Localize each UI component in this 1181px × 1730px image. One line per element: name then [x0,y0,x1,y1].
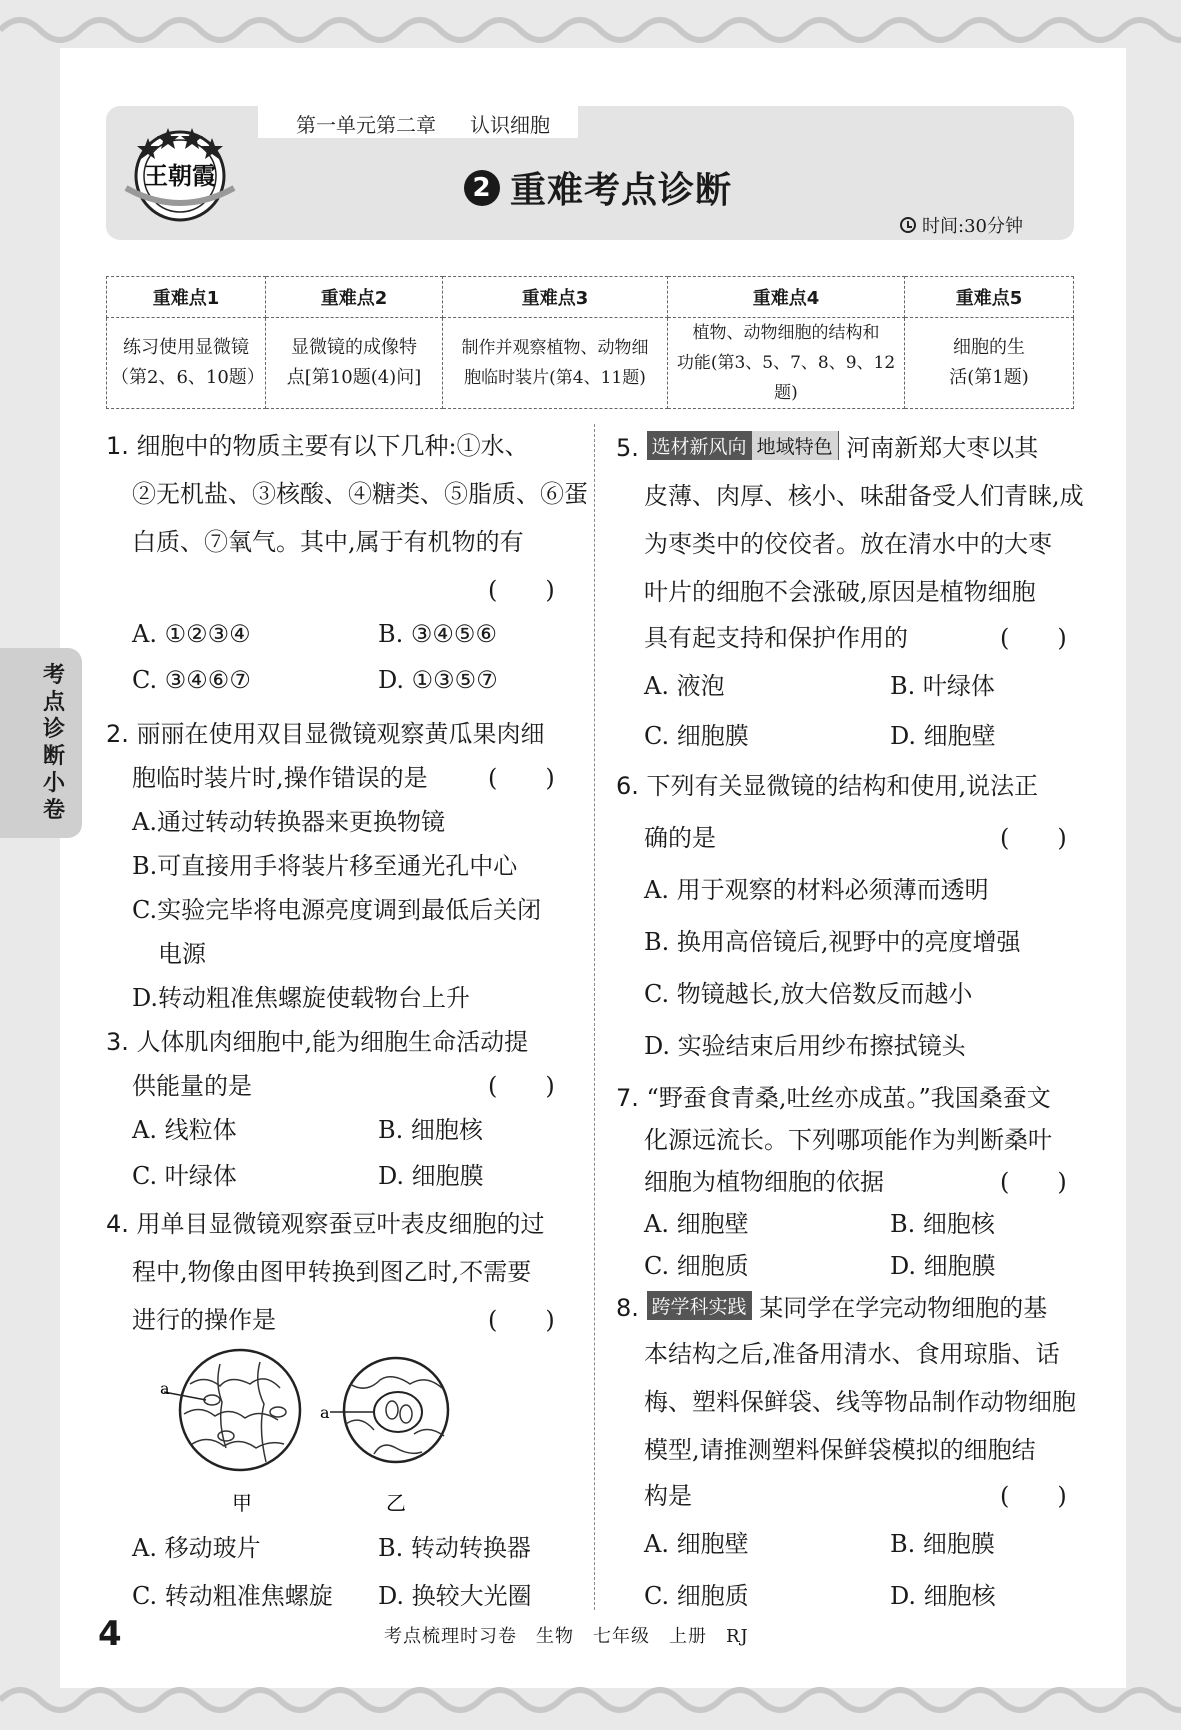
option-d: D. 细胞壁 [890,722,996,750]
answer-paren: ( ) [488,1072,555,1100]
svg-text:乙: 乙 [386,1491,406,1514]
section-number: 2 [464,170,500,206]
option-d: D. ①③⑤⑦ [378,666,498,694]
option-d: D.转动粗准焦螺旋使载物台上升 [132,984,471,1012]
microscope-figure [160,1344,450,1514]
option-b: B. 叶绿体 [890,672,995,700]
question-8-line: 梅、塑料保鲜袋、线等物品制作动物细胞 [644,1388,1076,1416]
question-1-line: 1. 细胞中的物质主要有以下几种:①水、 [106,432,529,460]
option-b: B. 细胞核 [378,1116,483,1144]
keypoint-desc: 练习使用显微镜 （第2、6、10题） [107,318,266,409]
section-title [464,162,732,213]
answer-paren: ( ) [1000,624,1067,652]
question-5-line: 叶片的细胞不会涨破,原因是植物细胞 [644,578,1036,606]
question-8-line: 8. 跨学科实践 某同学在学完动物细胞的基 [616,1288,1047,1323]
question-7-line: 7. “野蚕食青桑,吐丝亦成茧。”我国桑蚕文 [616,1084,1051,1112]
option-c-cont: 电源 [158,940,206,968]
question-8-line: 构是 [644,1482,692,1510]
side-tab-label: 考点诊断小卷 [42,663,65,823]
side-tab [0,648,82,838]
question-2-line: 2. 丽丽在使用双目显微镜观察黄瓜果肉细 [106,720,545,748]
wavy-border-bottom [0,1670,1181,1730]
question-6-line: 6. 下列有关显微镜的结构和使用,说法正 [616,772,1039,800]
svg-text:王朝霞: 王朝霞 [144,161,216,190]
question-1-line: ②无机盐、③核酸、④糖类、⑤脂质、⑥蛋 [132,480,588,508]
option-a: A. 细胞壁 [644,1530,749,1558]
chapter-topic: 认识细胞 [470,113,550,137]
option-d: D. 细胞膜 [890,1252,996,1280]
question-8-line: 本结构之后,准备用清水、食用琼脂、话 [644,1340,1060,1368]
option-d: D. 实验结束后用纱布擦拭镜头 [644,1032,966,1060]
keypoint-title: 重难点4 [668,277,905,318]
option-b: B. ③④⑤⑥ [378,620,497,648]
section-title-text: 重难考点诊断 [510,170,733,211]
keypoint-desc: 显微镜的成像特 点[第10题(4)问] [266,318,443,409]
option-b: B. 细胞膜 [890,1530,995,1558]
question-7-line: 化源远流长。下列哪项能作为判断桑叶 [644,1126,1052,1154]
brand-logo [118,118,242,230]
option-c: C. 细胞质 [644,1582,749,1610]
option-b: B. 细胞核 [890,1210,995,1238]
answer-paren: ( ) [488,764,555,792]
option-a: A. ①②③④ [132,620,251,648]
question-1-line: 白质、⑦氧气。其中,属于有机物的有 [132,528,524,556]
option-d: D. 细胞核 [890,1582,996,1610]
option-c: C. ③④⑥⑦ [132,666,251,694]
option-b: B. 转动转换器 [378,1534,531,1562]
question-4-line: 程中,物像由图甲转换到图乙时,不需要 [132,1258,532,1286]
option-a: A. 线粒体 [132,1116,237,1144]
page-number: 4 [98,1614,122,1654]
option-b: B. 换用高倍镜后,视野中的亮度增强 [644,928,1021,956]
svg-text:甲: 甲 [232,1491,252,1514]
keypoint-desc: 细胞的生 活(第1题) [905,318,1074,409]
option-c: C. 物镜越长,放大倍数反而越小 [644,980,973,1008]
svg-text:a: a [320,1403,330,1422]
time-text: 时间:30分钟 [922,216,1023,237]
question-5-line: 具有起支持和保护作用的 [644,624,908,652]
clock-icon [900,217,916,233]
answer-paren: ( ) [1000,1168,1067,1196]
figure-yi [320,1358,448,1514]
question-5-line: 5. 选材新风向 地域特色 河南新郑大枣以其 [616,428,1038,463]
tag-new-material: 选材新风向 [647,431,752,460]
option-a: A. 细胞壁 [644,1210,749,1238]
svg-text:a: a [160,1379,170,1398]
answer-paren: ( ) [488,1306,555,1334]
keypoint-table [106,276,1074,409]
question-6-line: 确的是 [644,824,716,852]
question-2-line: 胞临时装片时,操作错误的是 [132,764,428,792]
option-d: D. 细胞膜 [378,1162,484,1190]
question-5-line: 皮薄、肉厚、核小、味甜备受人们青睐,成 [644,482,1084,510]
option-a: A. 液泡 [644,672,725,700]
option-c: C. 转动粗准焦螺旋 [132,1582,333,1610]
chapter-name: 第一单元第二章 [296,113,436,137]
tag-regional: 地域特色 [752,431,839,460]
option-a: A. 用于观察的材料必须薄而透明 [644,876,989,904]
option-a: A.通过转动转换器来更换物镜 [132,808,445,836]
keypoint-title: 重难点5 [905,277,1074,318]
answer-paren: ( ) [488,576,555,604]
answer-paren: ( ) [1000,1482,1067,1510]
chapter-label [258,106,578,138]
option-c: C. 叶绿体 [132,1162,237,1190]
question-4-line: 4. 用单目显微镜观察蚕豆叶表皮细胞的过 [106,1210,545,1238]
option-c: C.实验完毕将电源亮度调到最低后关闭 [132,896,542,924]
footer-text: 考点梳理时习卷 生物 七年级 上册 RJ [384,1626,749,1647]
figure-jia [160,1350,300,1514]
keypoint-title: 重难点1 [107,277,266,318]
tag-interdisciplinary: 跨学科实践 [647,1291,752,1320]
keypoint-title: 重难点2 [266,277,443,318]
question-3-line: 3. 人体肌肉细胞中,能为细胞生命活动提 [106,1028,529,1056]
option-d: D. 换较大光圈 [378,1582,532,1610]
question-5-line: 为枣类中的佼佼者。放在清水中的大枣 [644,530,1052,558]
keypoint-desc: 植物、动物细胞的结构和 功能(第3、5、7、8、9、12题) [668,318,905,409]
option-a: A. 移动玻片 [132,1534,261,1562]
question-3-line: 供能量的是 [132,1072,252,1100]
option-b: B.可直接用手将装片移至通光孔中心 [132,852,518,880]
keypoint-desc: 制作并观察植物、动物细 胞临时装片(第4、11题) [443,318,668,409]
answer-paren: ( ) [1000,824,1067,852]
option-c: C. 细胞膜 [644,722,749,750]
column-divider [594,424,595,1610]
time-limit [900,212,1023,238]
question-7-line: 细胞为植物细胞的依据 [644,1168,884,1196]
question-8-line: 模型,请推测塑料保鲜袋模拟的细胞结 [644,1436,1036,1464]
question-4-line: 进行的操作是 [132,1306,276,1334]
option-c: C. 细胞质 [644,1252,749,1280]
keypoint-title: 重难点3 [443,277,668,318]
